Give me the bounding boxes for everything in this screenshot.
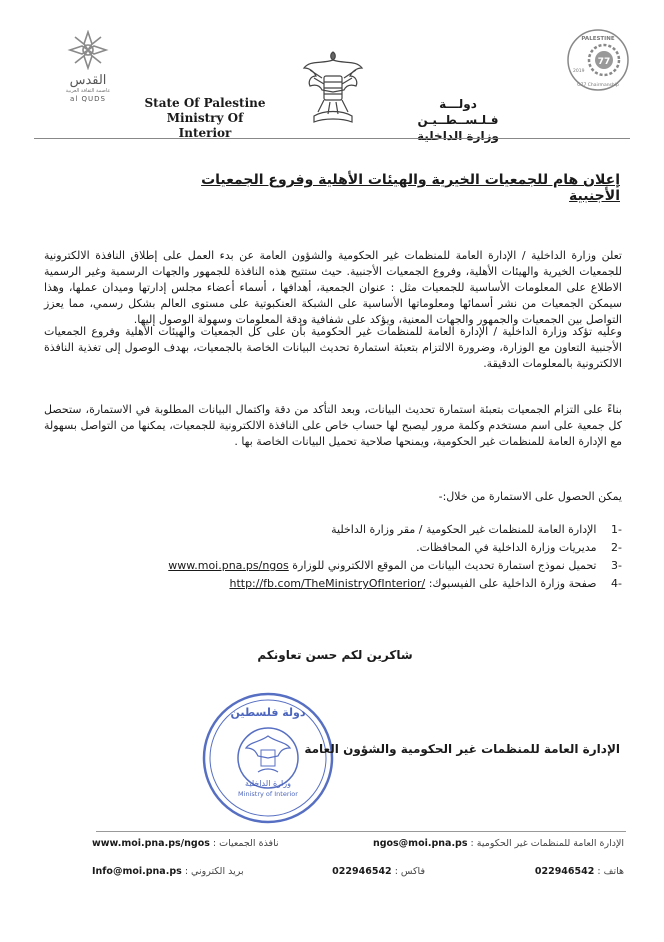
list-item [44,575,622,593]
stamp-title: دولة فلسطين [230,706,306,719]
list-number: -2 [611,541,622,554]
footer-phone-label: هاتف : [597,866,624,877]
logo-country: PALESTINE [581,36,615,42]
footer-ngos-email[interactable]: ngos@moi.pna.ps [372,838,468,849]
footer-portal-label: نافذة الجمعيات : [212,838,279,849]
footer-email-address[interactable]: Info@moi.pna.ps [92,866,182,877]
footer-fax-label: فاكس : [394,866,425,877]
logo-year: 2019 [573,69,585,74]
paragraph-credentials: بناءً على التزام الجمعيات بتعبئة استمارة تحديث البيانات، وبعد التأكد من دقة واكتمال البيانات المطلوبة في الاستمارة، ستحصل كل جمعية على اسم مستخدم وكلمة مرور ليصبح لها حساب خاص على النافذة الالكترونية للجمعيات، يمكنها من التواصل بسهولة مع الإدارة العامة للمنظمات غير الحكومية، ويمنحها صلاحية تحميل البيانات الخاصة بها . [44,403,622,448]
footer-divider [96,831,626,832]
logo-caption: G77 Chairmanship [577,83,619,88]
stamp-subtitle: وزارة الداخلية [245,779,291,788]
list-text: مديريات وزارة الداخلية في المحافظات. [416,541,597,554]
paragraph-form-sources: يمكن الحصول على الاستمارة من خلال:- [438,490,622,503]
list-item [44,521,622,539]
list-item [44,539,622,557]
list-text: صفحة وزارة الداخلية على الفيسبوك: [428,577,597,590]
official-stamp-icon [200,690,336,826]
footer-portal [92,838,292,849]
ministry-name-ar: وزارة الداخلية [416,129,500,143]
footer-ngos [372,838,624,849]
list-text: تحميل نموذج استمارة تحديث البيانات من الموقع الالكتروني للوزارة [292,559,597,572]
logo-english-text: al QUDS [70,95,106,103]
website-link[interactable]: www.moi.pna.ps/ngos [168,559,289,572]
list-item [44,557,622,575]
form-sources-list [44,521,622,593]
facebook-link[interactable]: http://fb.com/TheMinistryOfInterior/ [229,577,426,590]
footer-portal-link[interactable]: www.moi.pna.ps/ngos [92,838,210,849]
flower-emblem-icon [66,30,110,70]
footer-email [92,866,272,877]
thanks-line: شاكرين لكم حسن تعاونكم [257,648,413,662]
eagle-emblem-icon [300,46,366,134]
ministry-name-en: Ministry Of Interior [166,111,244,140]
al-quds-logo [44,30,132,103]
stamp-english: Ministry of Interior [238,790,298,798]
state-name-en: State Of Palestine [144,96,266,110]
header-english [140,96,270,141]
g77-palestine-logo [566,28,630,92]
header-divider [34,138,630,139]
signature-line: الإدارة العامة للمنظمات غير الحكومية والشؤون العامة [304,742,620,756]
state-name-ar: دولـــة فـلـســطــيـن [417,97,499,127]
logo-number: 77 [597,57,611,67]
footer-fax-number: 022946542 [332,866,392,877]
footer-fax [285,866,425,877]
footer-ngos-label: الإدارة العامة للمنظمات غير الحكومية : [470,838,624,849]
list-number: -3 [611,559,622,572]
logo-subtitle: عاصمة الثقافة العربية [65,88,111,94]
header-arabic [398,96,518,144]
paragraph-obligation: وعليه تؤكد وزارة الداخلية / الإدارة العامة للمنظمات غير الحكومية بأن على كل الجمعيات والهيئات الأهلية وفروع الجمعيات الأجنبية التعاون مع الوزارة، وضرورة الالتزام بتعبئة استمارة تحديث البيانات الخاصة بالجمعيات، بهدف الوصول إلى تغذية النافذة الالكترونية بالمعلومات الدقيقة. [44,325,622,370]
announcement-title: إعلان هام للجمعيات الخيرية والهيئات الأهلية وفروع الجمعيات الأجنبية [201,172,620,204]
list-number: -4 [611,577,622,590]
footer-phone [470,866,624,877]
list-number: -1 [611,523,622,536]
paragraph-intro: تعلن وزارة الداخلية / الإدارة العامة للمنظمات غير الحكومية والشؤون العامة عن بدء العمل على إطلاق النافذة الالكترونية للجمعيات الخيرية والهيئات الأهلية، وفروع الجمعيات الأجنبية. حيث ستتيح هذه النافذة للجمهور والجهات الرسمية وغير الرسمية الاطلاع على المعلومات الأساسية للجمعيات مثل : عنوان الجمعية، أهدافها ، أسماء أعضاء مجلس إدارتها وميدان عملها، وهذا سيمكن الجمعيات من نشر أسمائها ومعلوماتها الأساسية على الشبكة العنكبوتية على مستوى العالم بشكل رسمي، مما يعزز التواصل بين الجمعيات والجمهور والجهات المعنية، ويؤكد على شفافية ودقة المعلومات وسهولة الوصول إليها. [44,249,622,326]
logo-arabic-text: القدس [69,73,107,88]
footer-email-label: بريد الكتروني : [184,866,244,877]
list-text: الإدارة العامة للمنظمات غير الحكومية / مقر وزارة الداخلية [331,523,597,536]
footer-phone-number: 022946542 [534,866,595,877]
